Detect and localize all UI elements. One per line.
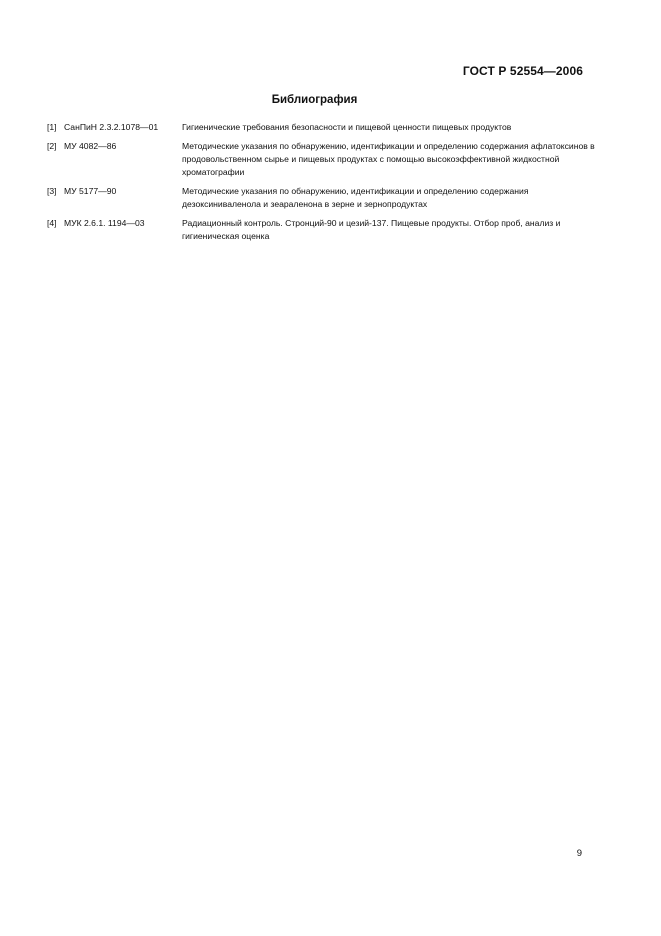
bibliography-reference	[47, 185, 182, 198]
document-code: ГОСТ Р 52554—2006	[462, 64, 583, 78]
bibliography-item	[47, 185, 607, 211]
bibliography-list	[47, 121, 607, 249]
bibliography-reference	[47, 121, 182, 134]
section-title: Библиография	[271, 94, 358, 106]
bibliography-text: Гигиенические требования безопасности и пищевой ценности пищевых продуктов	[182, 122, 512, 132]
bibliography-item	[47, 217, 607, 243]
bibliography-number: [4]	[47, 218, 57, 228]
bibliography-text: Методические указания по обнаружению, идентификации и определению содержания афлатоксинов в продовольственном сырье и пищевых продуктах с помощью высокоэффективной жидкостной хроматографии	[182, 141, 595, 177]
bibliography-number: [3]	[47, 186, 57, 196]
bibliography-number: [1]	[47, 122, 57, 132]
bibliography-text: Методические указания по обнаружению, идентификации и определению содержания дезоксиниваленола и зеараленона в зерне и зернопродуктах	[182, 186, 529, 209]
bibliography-code: МУК 2.6.1. 1194—03	[64, 218, 145, 228]
bibliography-text: Радиационный контроль. Стронций-90 и цезий-137. Пищевые продукты. Отбор проб, анализ и гигиеническая оценка	[182, 218, 561, 241]
bibliography-item	[47, 121, 607, 134]
bibliography-item	[47, 140, 607, 179]
bibliography-code: СанПиН 2.3.2.1078—01	[64, 122, 159, 132]
bibliography-code: МУ 4082—86	[64, 141, 117, 151]
bibliography-reference	[47, 140, 182, 153]
bibliography-number: [2]	[47, 141, 57, 151]
bibliography-code: МУ 5177—90	[64, 186, 117, 196]
bibliography-reference	[47, 217, 182, 230]
page-number: 9	[576, 848, 582, 859]
